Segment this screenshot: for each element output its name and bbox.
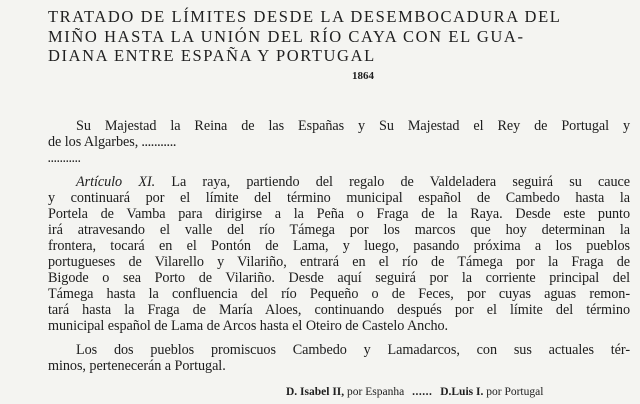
closing-line-2: minos, pertenecerán a Portugal. <box>48 358 226 374</box>
article-line-5: frontera, tocará en el Pontón de Lama, y luego, pasando próxima a los pueblos <box>48 238 630 254</box>
title-line-3: DIANA ENTRE ESPAÑA Y PORTUGAL <box>48 46 376 65</box>
article-line-9: tará hasta la Fraga de María Aloes, continuando después por el límite del término <box>48 302 630 318</box>
signature-portugal-suffix: por Portugal <box>486 386 544 398</box>
signature-portugal <box>440 386 543 398</box>
article-line-8: Támega hasta la confluencia del río Pequeño o de Feces, por cuyas aguas remon- <box>48 286 630 302</box>
article-line-1-text: La raya, partiendo del regalo de Valdeladera seguirá su cauce <box>171 174 630 190</box>
article-line-3: Portela de Vamba para dirigirse a la Peña o Fraga de la Raya. Desde este punto <box>48 206 630 222</box>
treaty-year: 1864 <box>352 70 374 82</box>
article-line-4: irá atravesando el valle del río Támega por los marcos que hoy determinan la <box>48 222 630 238</box>
title-line-2: MIÑO HASTA LA UNIÓN DEL RÍO CAYA CON EL GUA- <box>48 27 525 46</box>
signature-spain-suffix: por Espanha <box>347 386 405 398</box>
title-line-1: TRATADO DE LÍMITES DESDE LA DESEMBOCADURA DEL <box>48 7 562 26</box>
preamble-ellipsis: ........... <box>141 137 177 149</box>
closing-line-1: Los dos pueblos promiscuos Cambedo y Lamadarcos, con sus actuales tér- <box>76 342 630 358</box>
signature-separator: ...... <box>412 386 433 398</box>
signature-portugal-name: D.Luis I. <box>440 386 484 398</box>
article-label: Artículo XI. <box>76 174 156 190</box>
article-line-7: Bigode o sea Porto de Vilariño. Desde aquí seguirá por la corriente principal del <box>48 270 630 286</box>
article-line-6: portugueses de Vilarello y Vilariño, entrará en el río de Támega por la Fraga de <box>48 254 630 270</box>
preamble-line-1: Su Majestad la Reina de las Españas y Su Majestad el Rey de Portugal y <box>76 118 630 134</box>
preamble-separator-dots: ........... <box>48 154 81 165</box>
signature-spain <box>286 386 407 398</box>
article-line-2: y continuará por el límite del término municipal español de Cambedo hasta la <box>48 190 630 206</box>
signatures <box>286 386 543 398</box>
signature-spain-name: D. Isabel II, <box>286 386 345 398</box>
article-line-1 <box>76 174 630 190</box>
preamble-line-2-text: de los Algarbes, <box>48 134 139 150</box>
preamble-line-2 <box>48 134 630 151</box>
article-line-10: municipal español de Lama de Arcos hasta el Oteiro de Castelo Ancho. <box>48 318 449 334</box>
